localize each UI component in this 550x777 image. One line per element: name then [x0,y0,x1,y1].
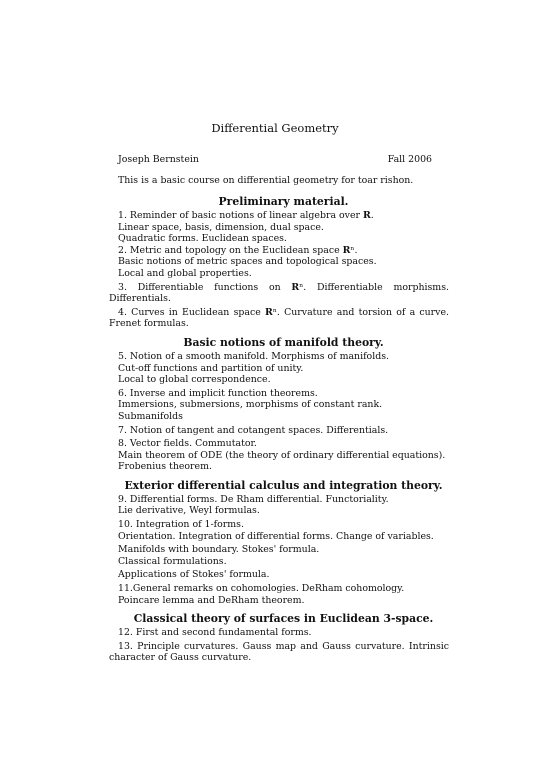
document-title: Differential Geometry [211,121,339,135]
syllabus-line: 8. Vector fields. Commutator. [118,438,257,450]
section-heading-manifold-theory: Basic notions of manifold theory. [183,335,384,349]
section-heading-preliminary: Preliminary material. [218,195,349,208]
syllabus-line: Quadratic forms. Euclidean spaces. [118,233,287,245]
syllabus-line: 7. Notion of tangent and cotangent spaces. Differentials. [118,424,389,436]
syllabus-line: Basic notions of metric spaces and topological spaces. [118,256,377,268]
syllabus-line: 11.General remarks on cohomologies. DeRham cohomology. [118,583,405,595]
syllabus-line: 5. Notion of a smooth manifold. Morphisms of manifolds. [118,350,389,362]
syllabus-body [109,195,449,664]
syllabus-line: Poincare lemma and DeRham theorem. [118,594,305,606]
syllabus-line: 2. Metric and topology on the Euclidean space Rⁿ. [118,244,358,256]
syllabus-line: 6. Inverse and implicit function theorems. [118,387,318,399]
syllabus-line: 9. Differential forms. De Rham differential. Functoriality. [118,493,389,505]
syllabus-line: 4. Curves in Euclidean space Rⁿ. Curvature and torsion of a curve. Frenet formulas. [109,306,449,330]
syllabus-line: 1. Reminder of basic notions of linear algebra over R. [118,210,374,221]
syllabus-line: Local and global properties. [118,267,252,279]
syllabus-line: Cut-off functions and partition of unity. [118,362,304,374]
syllabus-line: Linear space, basis, dimension, dual space. [118,221,324,233]
syllabus-line: Applications of Stokes' formula. [118,569,270,581]
syllabus-line: Orientation. Integration of differential forms. Change of variables. [118,530,434,542]
syllabus-line: Submanifolds [118,410,183,422]
syllabus-line: Main theorem of ODE (the theory of ordinary differential equations). [118,449,446,461]
syllabus-line: 3. Differentiable functions on Rⁿ. Differentiable morphisms. Differentials. [109,281,449,305]
syllabus-line: Classical formulations. [118,555,227,567]
syllabus-line: Lie derivative, Weyl formulas. [118,505,260,517]
syllabus-line: 12. First and second fundamental forms. [118,627,312,639]
syllabus-line: Immersions, submersions, morphisms of constant rank. [118,399,383,411]
course-term: Fall 2006 [387,154,432,165]
intro-text: This is a basic course on differential geometry for toar rishon. [118,175,414,186]
syllabus-line: 10. Integration of 1-forms. [118,519,244,531]
syllabus-line: 13. Principle curvatures. Gauss map and Gauss curvature. Intrinsic character of Gauss curvature. [109,640,449,664]
syllabus-line: Frobenius theorem. [118,461,212,473]
section-heading-surfaces: Classical theory of surfaces in Euclidean 3-space. [133,612,434,626]
syllabus-line: Manifolds with boundary. Stokes' formula. [118,544,320,556]
author-name: Joseph Bernstein [118,154,199,165]
section-heading-exterior-calculus: Exterior differential calculus and integration theory. [124,478,443,492]
syllabus-line: Local to global correspondence. [118,374,271,386]
